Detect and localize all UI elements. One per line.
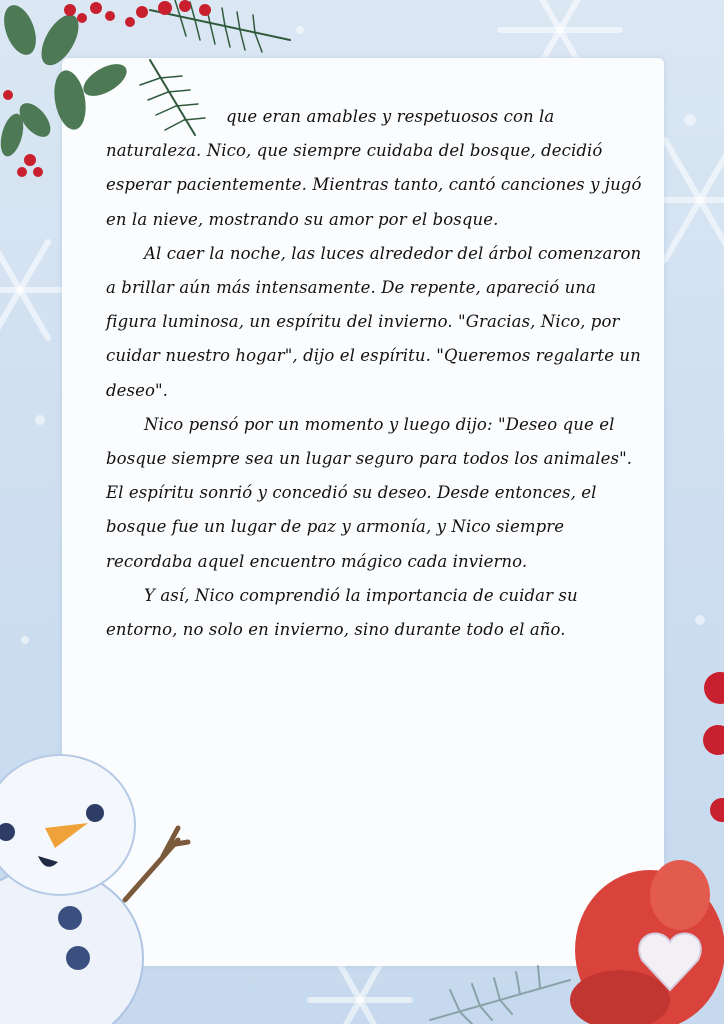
paragraph: Nico pensó por un momento y luego dijo: "Deseo que el bosque siempre sea un lugar seguro para todos los animales". El espíritu sonrió y concedió su deseo. Desde entonces, el bosque fue un lugar de paz y armonía, y Nico siempre recordaba aquel encuentro mágico cada invierno. (106, 414, 633, 571)
paragraph: que eran amables y respetuosos con la naturaleza. Nico, que siempre cuidaba del bosque, decidió esperar pacientemente. Mientras tanto, cantó canciones y jugó en la nieve, mostrando su amor por el bosque. (106, 107, 642, 229)
paragraph: Y así, Nico comprendió la importancia de cuidar su entorno, no solo en invierno, sino durante todo el año. (106, 585, 578, 640)
paragraph: Al caer la noche, las luces alrededor del árbol comenzaron a brillar aún más intensamente. De repente, apareció una figura luminosa, un espíritu del invierno. "Gracias, Nico, por cuidar nuestro hogar", dijo el espíritu. "Queremos regalarte un deseo". (106, 243, 642, 400)
story-text (106, 100, 651, 647)
red-berries-icon (690, 660, 724, 840)
pine-sprig-icon (420, 960, 580, 1024)
